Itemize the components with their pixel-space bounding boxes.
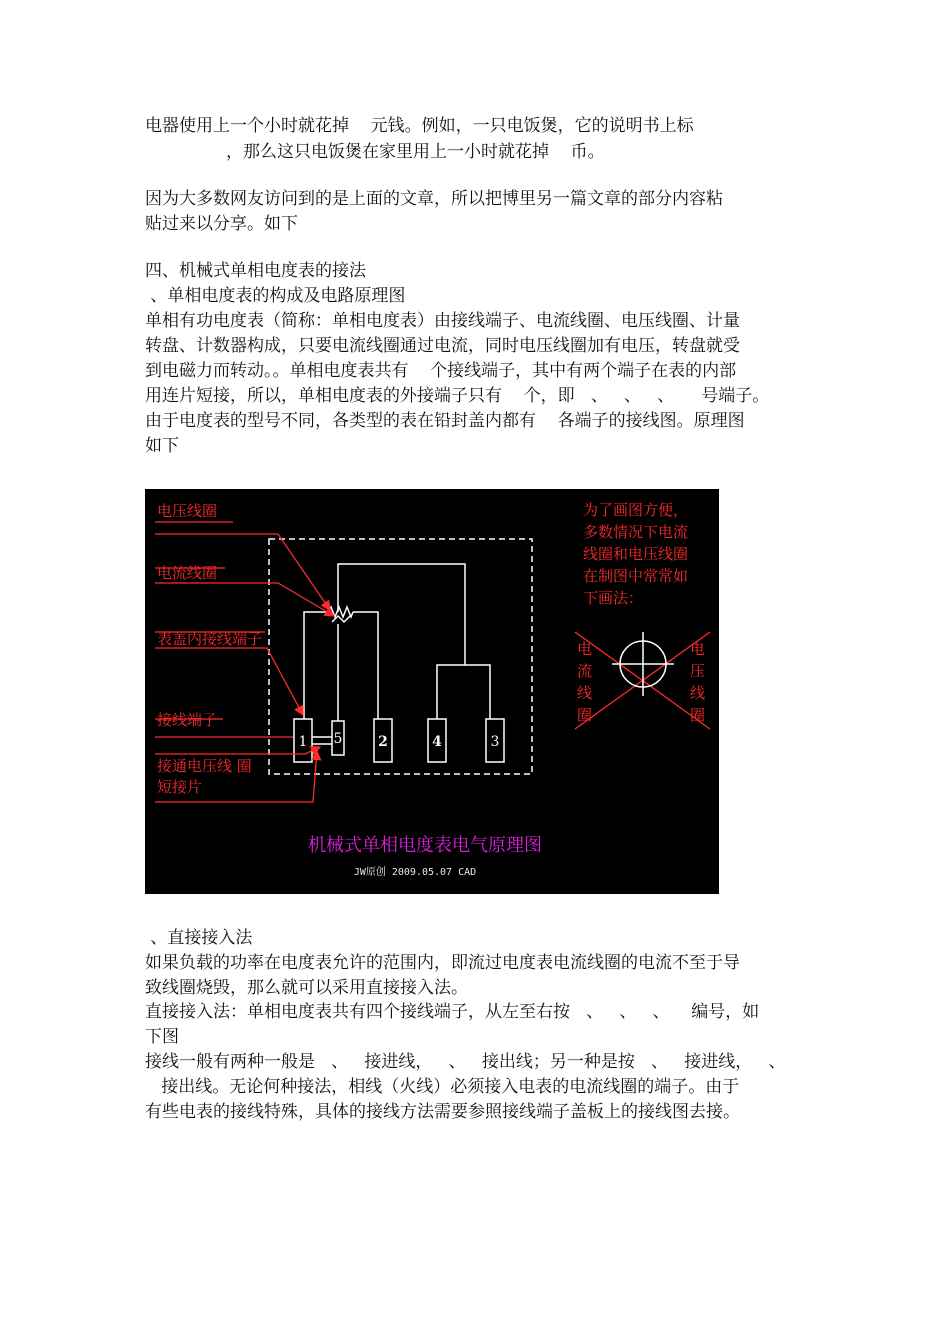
meter-circuit-diagram [145, 489, 719, 894]
label-short-line-2: 短接片 [157, 778, 203, 796]
terminal-1-number: 1 [298, 734, 308, 750]
paragraph-1-line-2: ，那么这只电饭煲在家里用上一小时就花掉 币。 [145, 142, 605, 162]
note-block [583, 501, 688, 607]
subheading-2: 、直接接入法 [145, 928, 253, 948]
note-line-1: 为了画图方便， [583, 501, 689, 519]
paragraph-6-line-3: 有些电表的接线特殊，具体的接线方法需要参照接线端子盖板上的接线图去接。 [145, 1102, 740, 1122]
side-label-voltage [690, 640, 705, 724]
side-current-1: 电 [577, 640, 593, 658]
side-label-current [577, 640, 592, 724]
label-short-line-1: 接通电压线 圈 [157, 757, 252, 775]
side-voltage-4: 圈 [690, 706, 706, 724]
note-line-4: 在制图中常常如 [583, 567, 689, 585]
note-line-3: 线圈和电压线圈 [583, 545, 689, 563]
side-voltage-1: 电 [690, 640, 706, 658]
terminal-5-number: 5 [333, 731, 343, 747]
note-line-5: 下画法： [583, 589, 644, 607]
paragraph-6-line-1: 接线一般有两种一般是 、 接进线， 、 接出线；另一种是按 、 接进线， 、 [145, 1052, 786, 1072]
terminal-blocks [294, 719, 504, 762]
paragraph-5-line-1: 直接接入法：单相电度表共有四个接线端子，从左至右按 、 、 、 编号，如 [145, 1002, 760, 1022]
label-cover-terminal: 表盖内接线端子 [157, 630, 263, 648]
subheading-1: 、单相电度表的构成及电路原理图 [145, 286, 406, 306]
diagram-credit: JW原创 2009.05.07 CAD [353, 867, 477, 878]
paragraph-4-line-2: 致线圈烧毁，那么就可以采用直接接入法。 [145, 978, 468, 998]
terminal-4-number: 4 [432, 734, 442, 750]
paragraph-2-line-1: 因为大多数网友访问到的是上面的文章，所以把博里另一篇文章的部分内容粘 [145, 189, 723, 209]
paragraph-2-line-2: 贴过来以分享。如下 [145, 214, 298, 234]
side-current-3: 线 [577, 684, 593, 702]
diagram-svg [145, 489, 719, 894]
coil-symbol [612, 632, 674, 696]
paragraph-3-line-4: 用连片短接，所以，单相电度表的外接端子只有 个，即 、 、 、 号端子。 [145, 386, 770, 406]
paragraph-3-line-2: 转盘、计数器构成，只要电流线圈通过电流，同时电压线圈加有电压，转盘就受 [145, 336, 740, 356]
paragraph-3-line-3: 到电磁力而转动。。单相电度表共有 个接线端子，其中有两个端子在表的内部 [145, 361, 737, 381]
paragraph-3-line-1: 单相有功电度表（简称：单相电度表）由接线端子、电流线圈、电压线圈、计量 [145, 311, 740, 331]
terminal-3-number: 3 [490, 734, 500, 750]
side-current-4: 圈 [577, 706, 593, 724]
diagram-title: 机械式单相电度表电气原理图 [308, 835, 542, 856]
paragraph-3-line-5: 由于电度表的型号不同，各类型的表在铅封盖内都有 各端子的接线图。原理图 [145, 411, 745, 431]
paragraph-3-line-6: 如下 [145, 436, 179, 456]
paragraph-6-line-2: 接出线。无论何种接法，相线（火线）必须接入电表的电流线圈的端子。由于 [145, 1077, 740, 1097]
label-voltage-coil: 电压线圈 [157, 502, 218, 520]
note-line-2: 多数情况下电流 [583, 523, 689, 541]
side-current-2: 流 [577, 662, 593, 680]
label-current-coil: 电流线圈 [157, 564, 218, 582]
circuit-wires [304, 564, 490, 721]
section-heading-4: 四、机械式单相电度表的接法 [145, 261, 366, 281]
terminal-2-number: 2 [378, 734, 388, 750]
label-terminal: 接线端子 [157, 711, 218, 729]
side-voltage-3: 线 [690, 684, 706, 702]
side-voltage-2: 压 [690, 662, 706, 680]
paragraph-4-line-1: 如果负载的功率在电度表允许的范围内，即流过电度表电流线圈的电流不至于导 [145, 953, 740, 973]
paragraph-5-line-2: 下图 [145, 1027, 179, 1047]
paragraph-1-line-1: 电器使用上一个小时就花掉 元钱。例如，一只电饭煲，它的说明书上标 [145, 116, 694, 136]
